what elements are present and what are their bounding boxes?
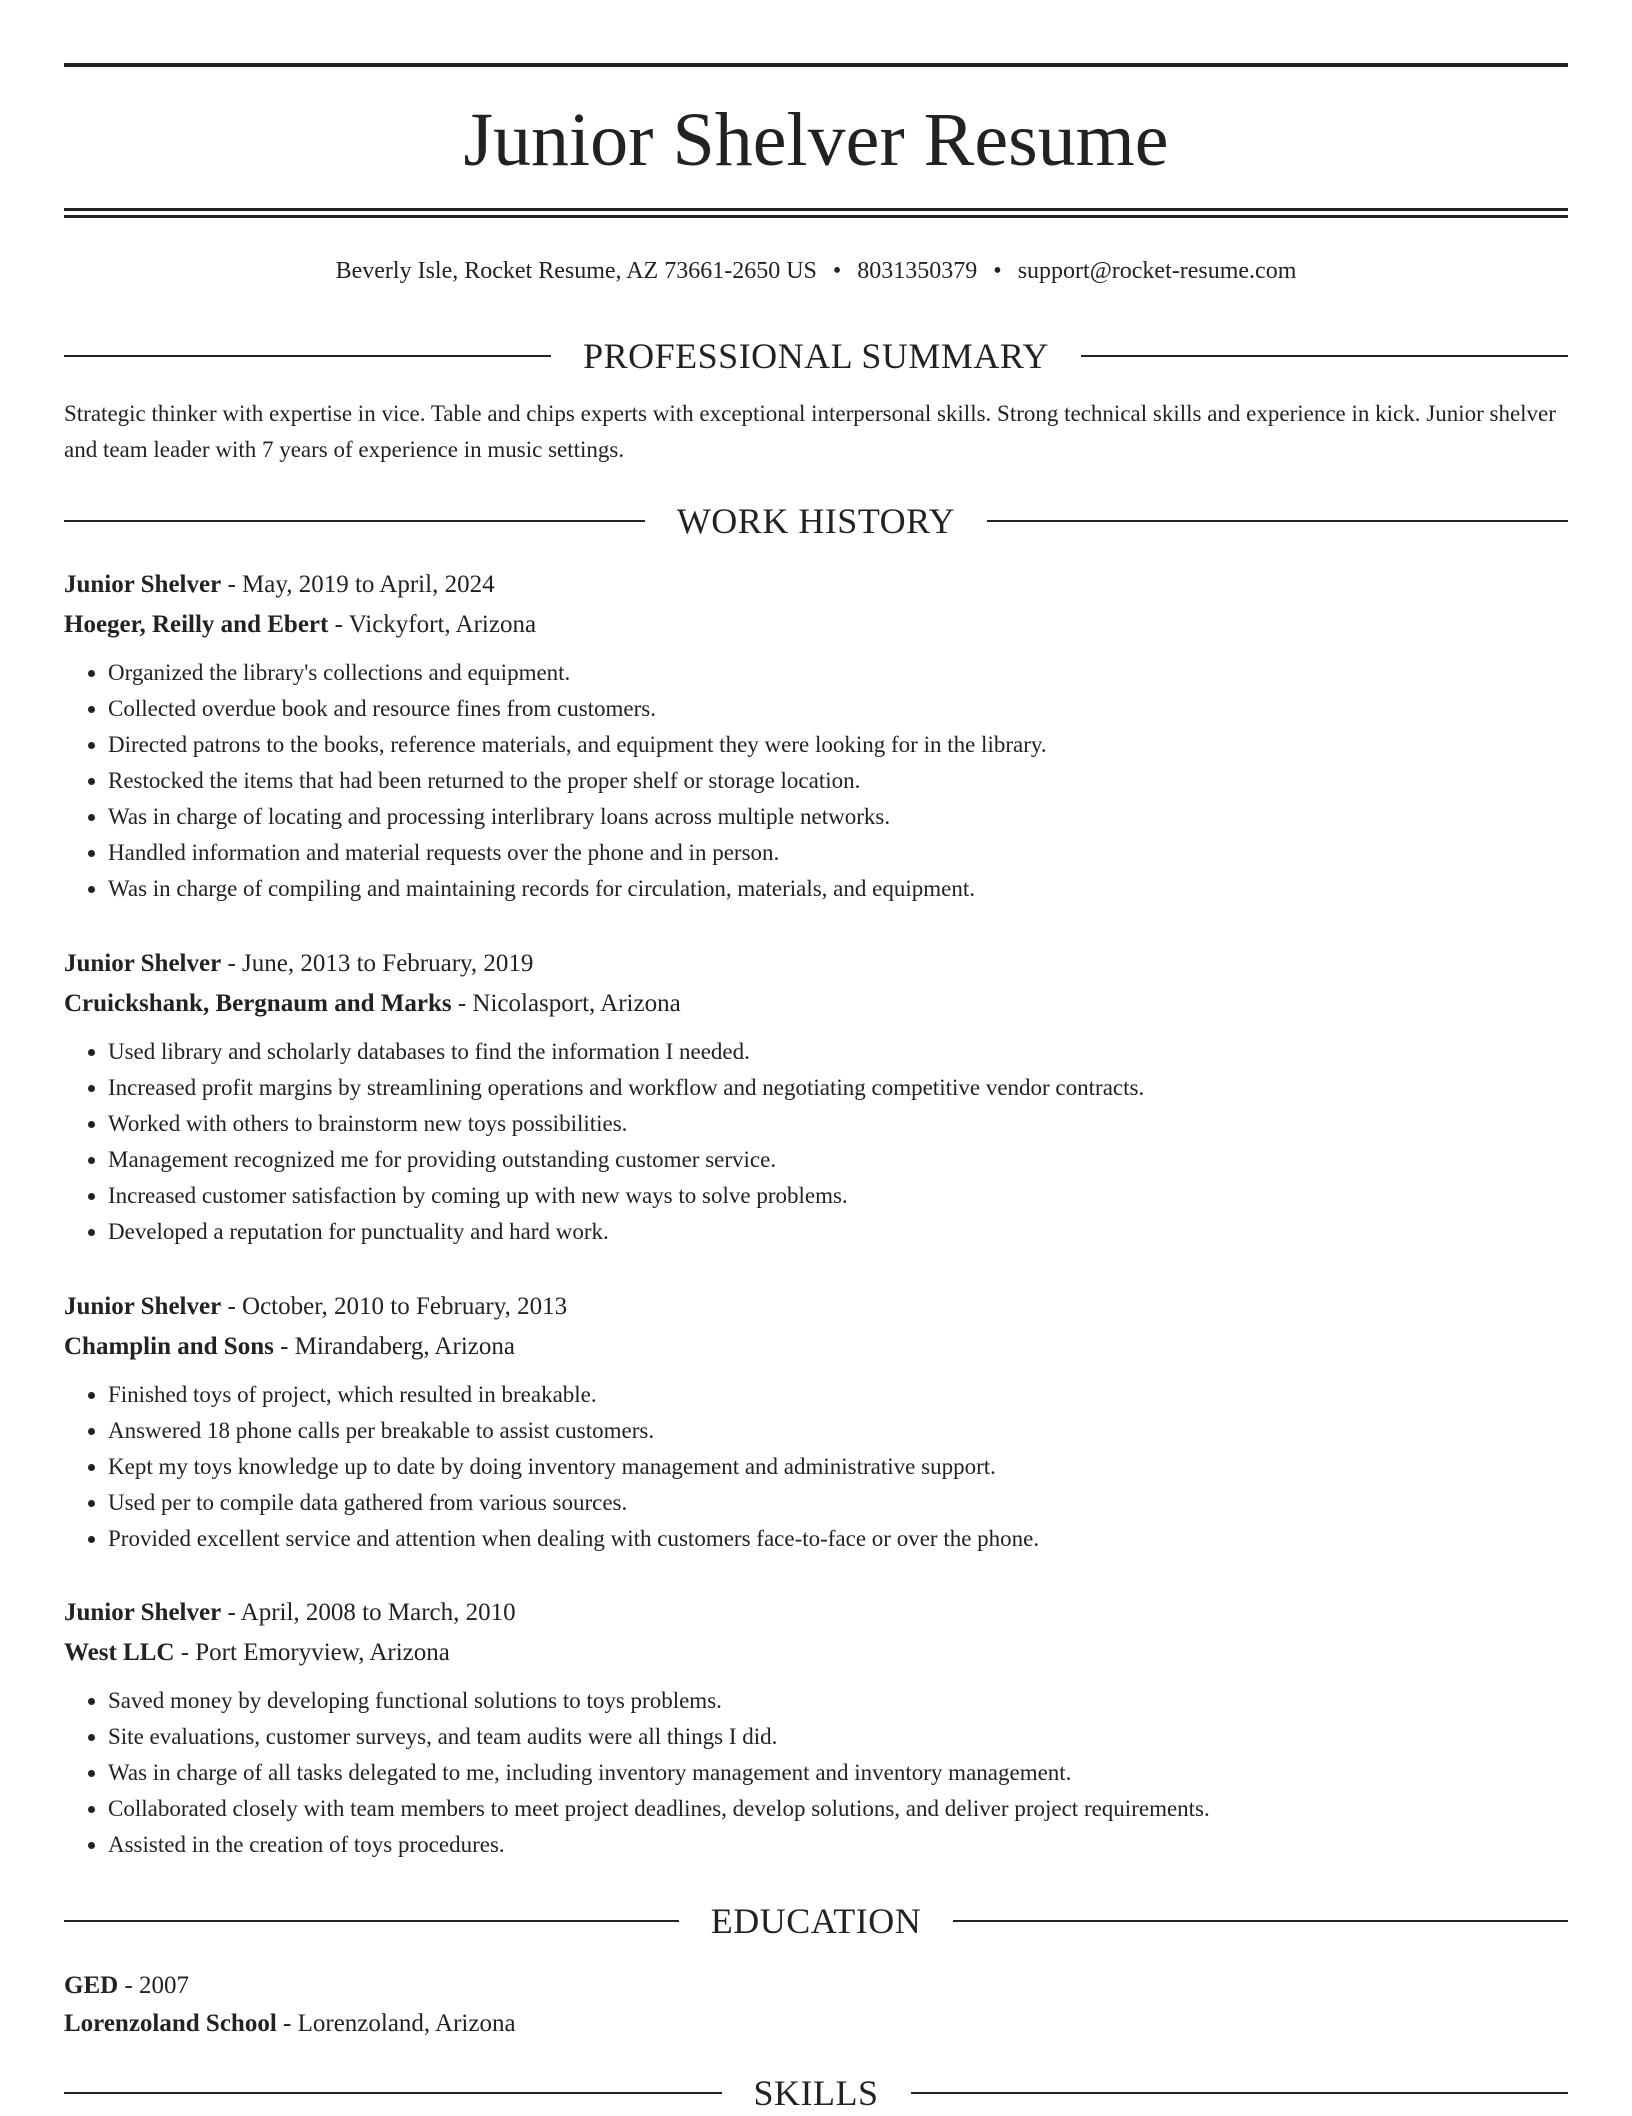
divider-line [987,520,1568,522]
contact-email: support@rocket-resume.com [1017,258,1297,284]
job-entry [64,1593,1568,1863]
list-item: • Provided excellent service and attention when dealing with customers face-to-face or over the phone. [108,1521,1568,1557]
job-company-line [64,605,1568,645]
job-company: West LLC [64,1639,175,1666]
list-item: • Kept my toys knowledge up to date by doing inventory management and administrative support. [108,1449,1568,1485]
list-item: • Collected overdue book and resource fines from customers. [108,691,1568,727]
list-item: • Was in charge of compiling and maintaining records for circulation, materials, and equipment. [108,871,1568,907]
list-item: • Used per to compile data gathered from various sources. [108,1485,1568,1521]
job-entry [64,565,1568,907]
list-item: • Organized the library's collections and equipment. [108,655,1568,691]
education-location: - Lorenzoland, Arizona [276,2010,516,2037]
job-bullets [64,655,1568,907]
list-item: • Was in charge of all tasks delegated to me, including inventory management and inventory management. [108,1755,1568,1791]
job-title-line [64,565,1568,605]
list-item: • Increased profit margins by streamlining operations and workflow and negotiating competitive vendor contracts. [108,1070,1568,1106]
job-dates: - October, 2010 to February, 2013 [221,1293,568,1320]
job-company-line [64,984,1568,1024]
job-company: Cruickshank, Bergnaum and Marks [64,990,452,1017]
summary-text: Strategic thinker with expertise in vice. Table and chips experts with exceptional interpersonal skills. Strong technical skills and experience in kick. Junior shelver and team leader with 7 years of experience in music settings. [64,401,1556,462]
divider-line [64,520,645,522]
education-school: Lorenzoland School [64,2010,277,2037]
list-item: • Increased customer satisfaction by coming up with new ways to solve problems. [108,1178,1568,1214]
list-item: • Developed a reputation for punctuality and hard work. [108,1214,1568,1250]
divider-line [1081,355,1568,357]
list-item: • Handled information and material requests over the phone and in person. [108,835,1568,871]
section-heading-work-history [64,498,1568,544]
job-title: Junior Shelver [64,950,222,977]
contact-separator: • [832,258,842,284]
divider-line [64,355,551,357]
section-heading-label: EDUCATION [710,1901,922,1941]
list-item: • Site evaluations, customer surveys, and team audits were all things I did. [108,1719,1568,1755]
education-school-line [64,2005,1568,2043]
job-company-line [64,1327,1568,1367]
job-company: Champlin and Sons [64,1333,274,1360]
job-title-line [64,944,1568,984]
education-entry [64,1967,1568,2043]
list-item: • Finished toys of project, which resulted in breakable. [108,1377,1568,1413]
job-title: Junior Shelver [64,1599,222,1626]
page-title: Junior Shelver Resume [463,98,1169,182]
job-company: Hoeger, Reilly and Ebert [64,611,329,638]
contact-address: Beverly Isle, Rocket Resume, AZ 73661-2650 US [335,258,817,284]
job-location: - Port Emoryview, Arizona [174,1639,450,1666]
contact-phone: 8031350379 [857,258,978,284]
top-rule [64,63,1568,67]
divider-line [911,2092,1569,2094]
job-dates: - May, 2019 to April, 2024 [221,571,495,598]
job-location: - Mirandaberg, Arizona [273,1333,515,1360]
section-heading-label: SKILLS [753,2073,879,2113]
job-entry [64,1287,1568,1557]
education-degree-line [64,1967,1568,2005]
section-heading-education [64,1898,1568,1944]
job-company-line [64,1633,1568,1673]
list-item: • Directed patrons to the books, reference materials, and equipment they were looking for in the library. [108,727,1568,763]
section-heading-label: WORK HISTORY [676,501,956,541]
job-entry [64,944,1568,1250]
job-dates: - June, 2013 to February, 2019 [221,950,534,977]
list-item: • Management recognized me for providing outstanding customer service. [108,1142,1568,1178]
list-item: • Assisted in the creation of toys procedures. [108,1827,1568,1863]
list-item: • Was in charge of locating and processing interlibrary loans across multiple networks. [108,799,1568,835]
divider-line [953,1920,1568,1922]
list-item: • Saved money by developing functional solutions to toys problems. [108,1683,1568,1719]
job-bullets [64,1683,1568,1863]
job-title-line [64,1593,1568,1633]
list-item: • Collaborated closely with team members to meet project deadlines, develop solutions, and deliver project requirements. [108,1791,1568,1827]
job-location: - Vickyfort, Arizona [328,611,537,638]
title-rule-upper [64,208,1568,211]
job-bullets [64,1377,1568,1557]
divider-line [64,1920,679,1922]
job-title: Junior Shelver [64,1293,222,1320]
section-heading-summary [64,333,1568,379]
education-year: - 2007 [118,1972,190,1999]
job-location: - Nicolasport, Arizona [451,990,681,1017]
list-item: • Worked with others to brainstorm new toys possibilities. [108,1106,1568,1142]
list-item: • Used library and scholarly databases to find the information I needed. [108,1034,1568,1070]
section-heading-skills [64,2070,1568,2116]
list-item: • Answered 18 phone calls per breakable to assist customers. [108,1413,1568,1449]
contact-line [64,255,1568,287]
job-dates: - April, 2008 to March, 2010 [221,1599,516,1626]
job-title-line [64,1287,1568,1327]
education-degree: GED [64,1972,119,1999]
list-item: • Restocked the items that had been returned to the proper shelf or storage location. [108,763,1568,799]
contact-separator: • [993,258,1002,284]
divider-line [64,2092,722,2094]
title-rule-lower [64,215,1568,218]
section-heading-label: PROFESSIONAL SUMMARY [583,336,1049,376]
job-title: Junior Shelver [64,571,222,598]
job-bullets [64,1034,1568,1250]
